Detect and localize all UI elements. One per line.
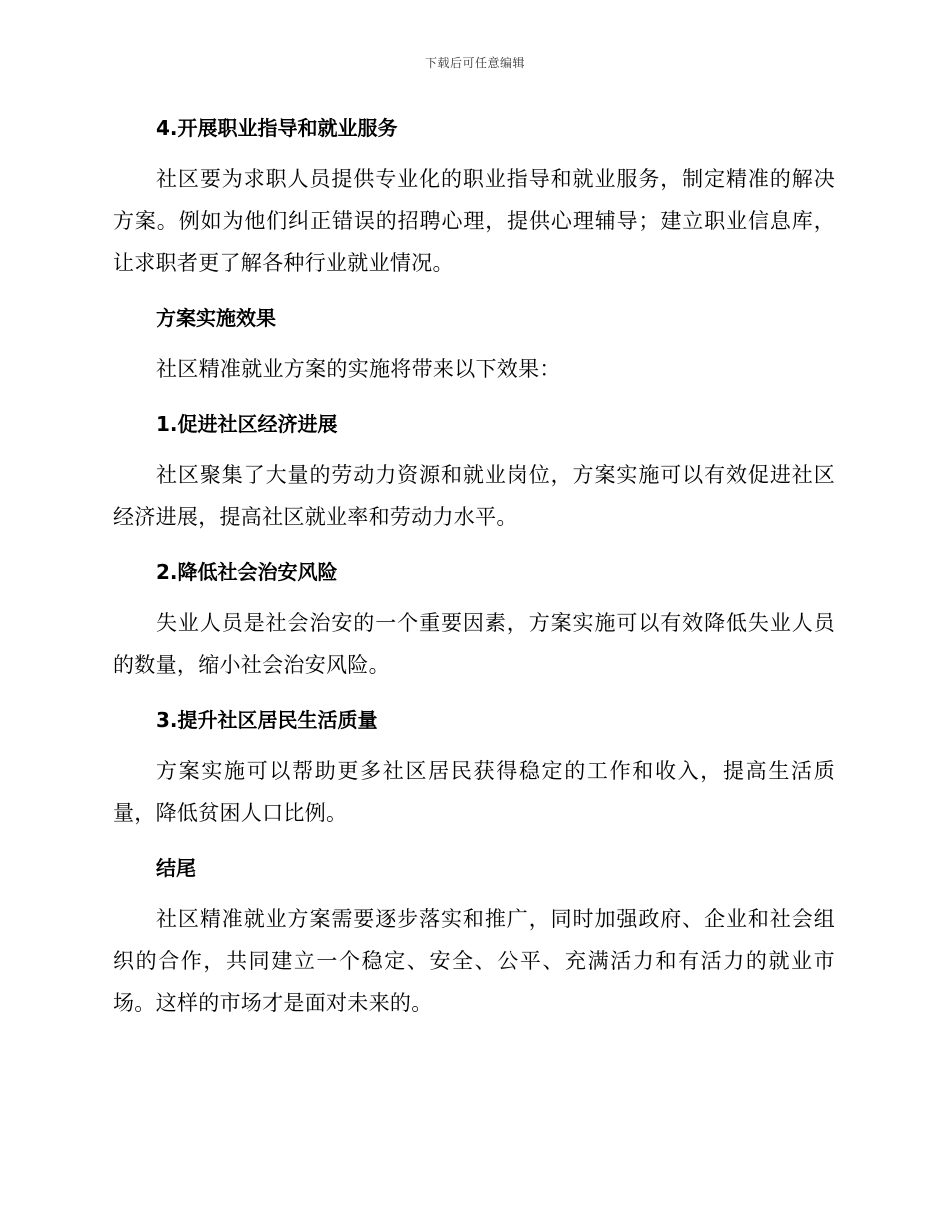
paragraph-quality-of-life: 方案实施可以帮助更多社区居民获得稳定的工作和收入，提高生活质量，降低贫困人口比例。 (113, 759, 835, 825)
paragraph-implementation-effects: 社区精准就业方案的实施将带来以下效果： (156, 357, 561, 381)
section-heading-implementation-effects: 方案实施效果 (156, 306, 276, 330)
section-heading-economic-development: 1.促进社区经济进展 (156, 412, 338, 436)
section-heading-public-security: 2.降低社会治安风险 (156, 560, 338, 584)
paragraph-conclusion: 社区精准就业方案需要逐步落实和推广，同时加强政府、企业和社会组织的合作，共同建立一个稳定、安全、公平、充满活力和有活力的就业市场。这样的市场才是面对未来的。 (113, 907, 835, 1015)
paragraph-career-guidance: 社区要为求职人员提供专业化的职业指导和就业服务，制定精准的解决方案。例如为他们纠正错误的招聘心理，提供心理辅导；建立职业信息库，让求职者更了解各种行业就业情况。 (113, 167, 835, 275)
document-body (113, 110, 835, 1024)
paragraph-public-security: 失业人员是社会治安的一个重要因素，方案实施可以有效降低失业人员的数量，缩小社会治安风险。 (113, 611, 835, 677)
paragraph-economic-development: 社区聚集了大量的劳动力资源和就业岗位，方案实施可以有效促进社区经济进展，提高社区就业率和劳动力水平。 (113, 463, 835, 529)
section-heading-quality-of-life: 3.提升社区居民生活质量 (156, 708, 378, 732)
header-note: 下载后可任意编辑 (424, 56, 525, 70)
section-heading-conclusion: 结尾 (156, 856, 196, 880)
section-heading-career-guidance: 4.开展职业指导和就业服务 (156, 116, 398, 140)
